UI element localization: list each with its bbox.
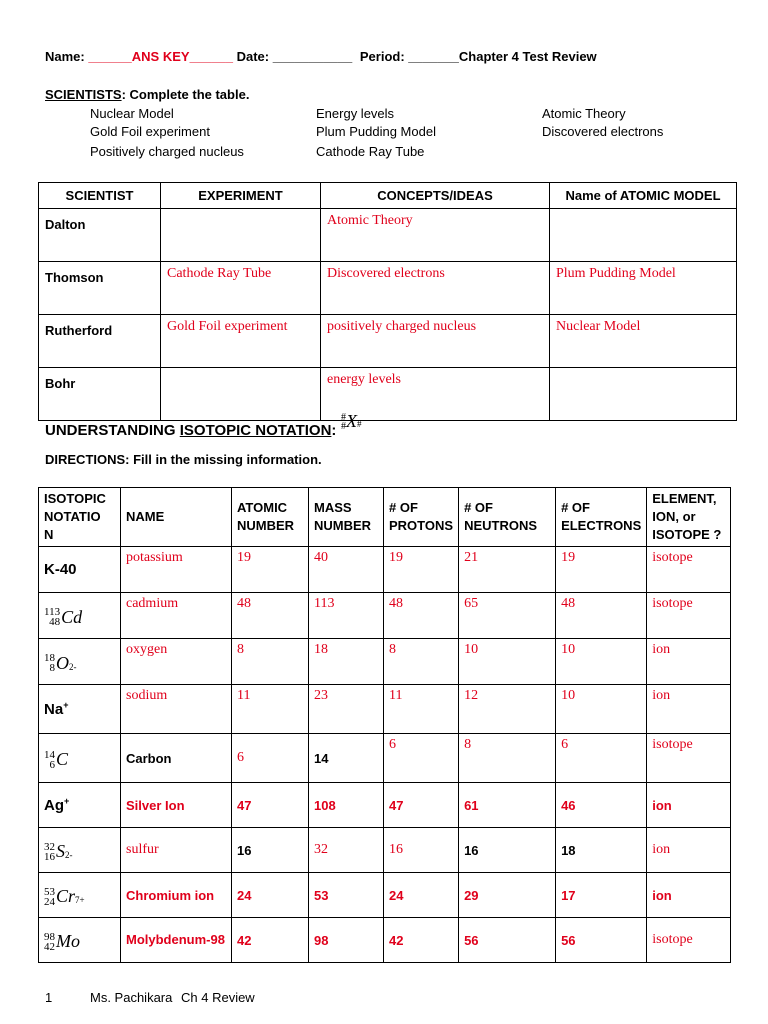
scientists-table bbox=[38, 182, 737, 421]
table-row bbox=[39, 685, 731, 734]
column-header: ELEMENT, ION, or ISOTOPE ? bbox=[647, 488, 731, 547]
table-row bbox=[39, 918, 731, 963]
atomic-number-cell: 47 bbox=[232, 783, 309, 828]
name-cell: sulfur bbox=[121, 828, 232, 873]
footer-teacher: Ms. Pachikara bbox=[90, 990, 173, 1005]
table-row bbox=[39, 828, 731, 873]
word-bank-item: Nuclear Model bbox=[90, 106, 174, 121]
date-field: ___________ bbox=[272, 49, 353, 64]
protons-cell: 6 bbox=[384, 734, 459, 783]
mass-number-cell: 18 bbox=[309, 639, 384, 685]
column-header: # OF ELECTRONS bbox=[556, 488, 647, 547]
model-cell: Nuclear Model bbox=[550, 315, 737, 368]
column-header: NAME bbox=[121, 488, 232, 547]
word-bank-item: Discovered electrons bbox=[542, 124, 664, 139]
scientist-name: Dalton bbox=[39, 209, 161, 262]
model-cell bbox=[550, 368, 737, 421]
table-row bbox=[39, 734, 731, 783]
notation-cell: 113 48 Cd bbox=[39, 593, 121, 639]
electrons-cell: 17 bbox=[556, 873, 647, 918]
type-cell: isotope bbox=[647, 734, 731, 783]
protons-cell: 19 bbox=[384, 547, 459, 593]
neutrons-cell: 8 bbox=[459, 734, 556, 783]
protons-cell: 8 bbox=[384, 639, 459, 685]
atomic-number-cell: 11 bbox=[232, 685, 309, 734]
experiment-cell: Gold Foil experiment bbox=[161, 315, 321, 368]
atomic-number-cell: 16 bbox=[232, 828, 309, 873]
isotopic-heading: UNDERSTANDING ISOTOPIC NOTATION: bbox=[45, 422, 337, 439]
mass-number-cell: 98 bbox=[309, 918, 384, 963]
model-cell bbox=[550, 209, 737, 262]
atomic-number-cell: 8 bbox=[232, 639, 309, 685]
column-header: CONCEPTS/IDEAS bbox=[321, 183, 550, 209]
type-cell: ion bbox=[647, 873, 731, 918]
name-label: Name: bbox=[45, 49, 85, 64]
notation-cell: 98 42 Mo bbox=[39, 918, 121, 963]
table-row bbox=[39, 315, 737, 368]
neutrons-cell: 56 bbox=[459, 918, 556, 963]
atomic-number-cell: 6 bbox=[232, 734, 309, 783]
neutrons-cell: 21 bbox=[459, 547, 556, 593]
atomic-number-cell: 48 bbox=[232, 593, 309, 639]
electrons-cell: 6 bbox=[556, 734, 647, 783]
notation-cell: 14 6 C bbox=[39, 734, 121, 783]
mass-number-cell: 53 bbox=[309, 873, 384, 918]
directions: DIRECTIONS: Fill in the missing information. bbox=[45, 452, 322, 467]
protons-cell: 16 bbox=[384, 828, 459, 873]
type-cell: isotope bbox=[647, 593, 731, 639]
table-row bbox=[39, 547, 731, 593]
electrons-cell: 10 bbox=[556, 685, 647, 734]
table-row bbox=[39, 593, 731, 639]
electrons-cell: 46 bbox=[556, 783, 647, 828]
protons-cell: 42 bbox=[384, 918, 459, 963]
atomic-number-cell: 19 bbox=[232, 547, 309, 593]
experiment-cell bbox=[161, 368, 321, 421]
neutrons-cell: 65 bbox=[459, 593, 556, 639]
table-header-row bbox=[39, 488, 731, 547]
protons-cell: 11 bbox=[384, 685, 459, 734]
mass-number-cell: 14 bbox=[309, 734, 384, 783]
experiment-cell: Cathode Ray Tube bbox=[161, 262, 321, 315]
name-cell: potassium bbox=[121, 547, 232, 593]
chapter-title: Chapter 4 Test Review bbox=[458, 49, 597, 64]
mass-number-cell: 108 bbox=[309, 783, 384, 828]
table-row bbox=[39, 262, 737, 315]
electrons-cell: 19 bbox=[556, 547, 647, 593]
name-cell: Molybdenum-98 bbox=[121, 918, 232, 963]
column-header: ISOTOPIC NOTATIO N bbox=[39, 488, 121, 547]
mass-number-cell: 113 bbox=[309, 593, 384, 639]
word-bank-item: Gold Foil experiment bbox=[90, 124, 210, 139]
concept-cell: Atomic Theory bbox=[321, 209, 550, 262]
protons-cell: 24 bbox=[384, 873, 459, 918]
table-row bbox=[39, 783, 731, 828]
neutrons-cell: 10 bbox=[459, 639, 556, 685]
name-field: ______ANS KEY______ bbox=[88, 49, 233, 64]
word-bank-item: Energy levels bbox=[316, 106, 395, 121]
notation-cell: 53 24 Cr 7+ bbox=[39, 873, 121, 918]
word-bank-item: Atomic Theory bbox=[542, 106, 626, 121]
atomic-number-cell: 42 bbox=[232, 918, 309, 963]
type-cell: ion bbox=[647, 828, 731, 873]
table-row bbox=[39, 873, 731, 918]
concept-cell: positively charged nucleus bbox=[321, 315, 550, 368]
column-header: # OF NEUTRONS bbox=[459, 488, 556, 547]
date-label: Date: bbox=[236, 49, 270, 64]
type-cell: ion bbox=[647, 783, 731, 828]
isotope-table bbox=[38, 487, 731, 963]
notation-cell: 32 16 S 2- bbox=[39, 828, 121, 873]
neutrons-cell: 16 bbox=[459, 828, 556, 873]
period-label: Period: bbox=[359, 49, 405, 64]
neutrons-cell: 12 bbox=[459, 685, 556, 734]
word-bank-item: Positively charged nucleus bbox=[90, 144, 244, 159]
notation-cell: 18 8 O 2- bbox=[39, 639, 121, 685]
column-header: # OF PROTONS bbox=[384, 488, 459, 547]
footer-doc: Ch 4 Review bbox=[181, 990, 255, 1005]
type-cell: ion bbox=[647, 639, 731, 685]
type-cell: isotope bbox=[647, 547, 731, 593]
notation-cell: Na+ bbox=[39, 685, 121, 734]
scientist-name: Thomson bbox=[39, 262, 161, 315]
concept-cell: energy levels bbox=[321, 368, 550, 421]
electrons-cell: 48 bbox=[556, 593, 647, 639]
notation-cell: K-40 bbox=[39, 547, 121, 593]
column-header: EXPERIMENT bbox=[161, 183, 321, 209]
neutrons-cell: 29 bbox=[459, 873, 556, 918]
header-line bbox=[45, 49, 597, 64]
column-header: MASS NUMBER bbox=[309, 488, 384, 547]
name-cell: oxygen bbox=[121, 639, 232, 685]
period-field: _______ bbox=[408, 49, 459, 64]
name-cell: cadmium bbox=[121, 593, 232, 639]
type-cell: ion bbox=[647, 685, 731, 734]
column-header: ATOMIC NUMBER bbox=[232, 488, 309, 547]
electrons-cell: 10 bbox=[556, 639, 647, 685]
mass-number-cell: 32 bbox=[309, 828, 384, 873]
page-number: 1 bbox=[45, 990, 53, 1005]
scientists-heading: SCIENTISTS: Complete the table. bbox=[45, 87, 250, 102]
table-header-row bbox=[39, 183, 737, 209]
table-row bbox=[39, 209, 737, 262]
column-header: SCIENTIST bbox=[39, 183, 161, 209]
neutrons-cell: 61 bbox=[459, 783, 556, 828]
model-cell: Plum Pudding Model bbox=[550, 262, 737, 315]
table-row bbox=[39, 368, 737, 421]
table-row bbox=[39, 639, 731, 685]
notation-cell: Ag+ bbox=[39, 783, 121, 828]
protons-cell: 48 bbox=[384, 593, 459, 639]
concept-cell: Discovered electrons bbox=[321, 262, 550, 315]
word-bank-item: Cathode Ray Tube bbox=[316, 144, 425, 159]
experiment-cell bbox=[161, 209, 321, 262]
scientist-name: Bohr bbox=[39, 368, 161, 421]
column-header: Name of ATOMIC MODEL bbox=[550, 183, 737, 209]
atomic-number-cell: 24 bbox=[232, 873, 309, 918]
electrons-cell: 56 bbox=[556, 918, 647, 963]
scientist-name: Rutherford bbox=[39, 315, 161, 368]
name-cell: Carbon bbox=[121, 734, 232, 783]
name-cell: Chromium ion bbox=[121, 873, 232, 918]
protons-cell: 47 bbox=[384, 783, 459, 828]
mass-number-cell: 23 bbox=[309, 685, 384, 734]
mass-number-cell: 40 bbox=[309, 547, 384, 593]
notation-symbol: # # X# bbox=[341, 411, 362, 432]
type-cell: isotope bbox=[647, 918, 731, 963]
electrons-cell: 18 bbox=[556, 828, 647, 873]
word-bank-item: Plum Pudding Model bbox=[316, 124, 436, 139]
name-cell: Silver Ion bbox=[121, 783, 232, 828]
name-cell: sodium bbox=[121, 685, 232, 734]
